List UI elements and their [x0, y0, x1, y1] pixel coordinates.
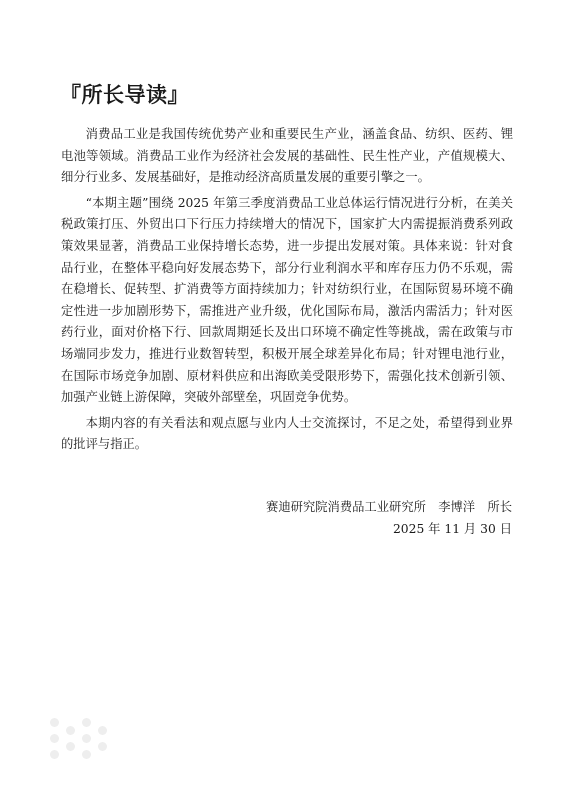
section-heading: 『所长导读』 — [60, 82, 189, 107]
paragraph-closing: 本期内容的有关看法和观点愿与业内人士交流探讨，不足之处，希望得到业界的批评与指正。 — [61, 415, 513, 452]
paragraph-theme: “本期主题”围绕 2025 年第三季度消费品工业总体运行情况进行分析，在美关税政策打压、外贸出口下行压力持续增大的情况下，国家扩大内需提振消费系列政策效果显著，消费品工业保持增长态势，进一步提出发展对策。具体来说：针对食品行业，在整体平稳向好发展态势下，部分行业利润水平和库存压力仍不乐观，需在稳增长、促转型、扩消费等方面持续加力；针对纺织行业，在国际贸易环境不确定性进一步加剧形势下，需推进产业升级，优化国际布局，激活内需活力；针对医药行业，面对价格下行、回款周期延长及出口环境不确定性等挑战，需在政策与市场端同步发力，推进行业数智转型，积极开展全球差异化布局；针对锂电池行业，在国际市场竞争加剧、原材料供应和出海欧美受限形势下，需强化技术创新引领、加强产业链上游保障，突破外部壁垒，巩固竞争优势。 — [61, 195, 513, 405]
decorative-dot — [50, 750, 59, 759]
paragraph-intro: 消费品工业是我国传统优势产业和重要民生产业，涵盖食品、纺织、医药、锂电池等领域。消费品工业作为经济社会发展的基础性、民生性产业，产值规模大、细分行业多、发展基础好，是推动经济高质量发展的重要引擎之一。 — [61, 127, 513, 185]
decorative-dot — [50, 734, 59, 743]
body-text — [61, 124, 513, 460]
decorative-dot-pattern — [44, 712, 124, 772]
decorative-dot — [98, 726, 107, 735]
decorative-dot — [50, 718, 59, 727]
decorative-dot — [82, 734, 91, 743]
decorative-dot — [66, 726, 75, 735]
signature-author: 赛迪研究院消费品工业研究所 李博洋 所长 — [266, 500, 512, 514]
decorative-dot — [66, 742, 75, 751]
decorative-dot — [82, 718, 91, 727]
signature-date: 2025 年 11 月 30 日 — [392, 521, 512, 536]
decorative-dot — [98, 742, 107, 751]
decorative-dot — [82, 750, 91, 759]
signature-block — [266, 497, 512, 540]
